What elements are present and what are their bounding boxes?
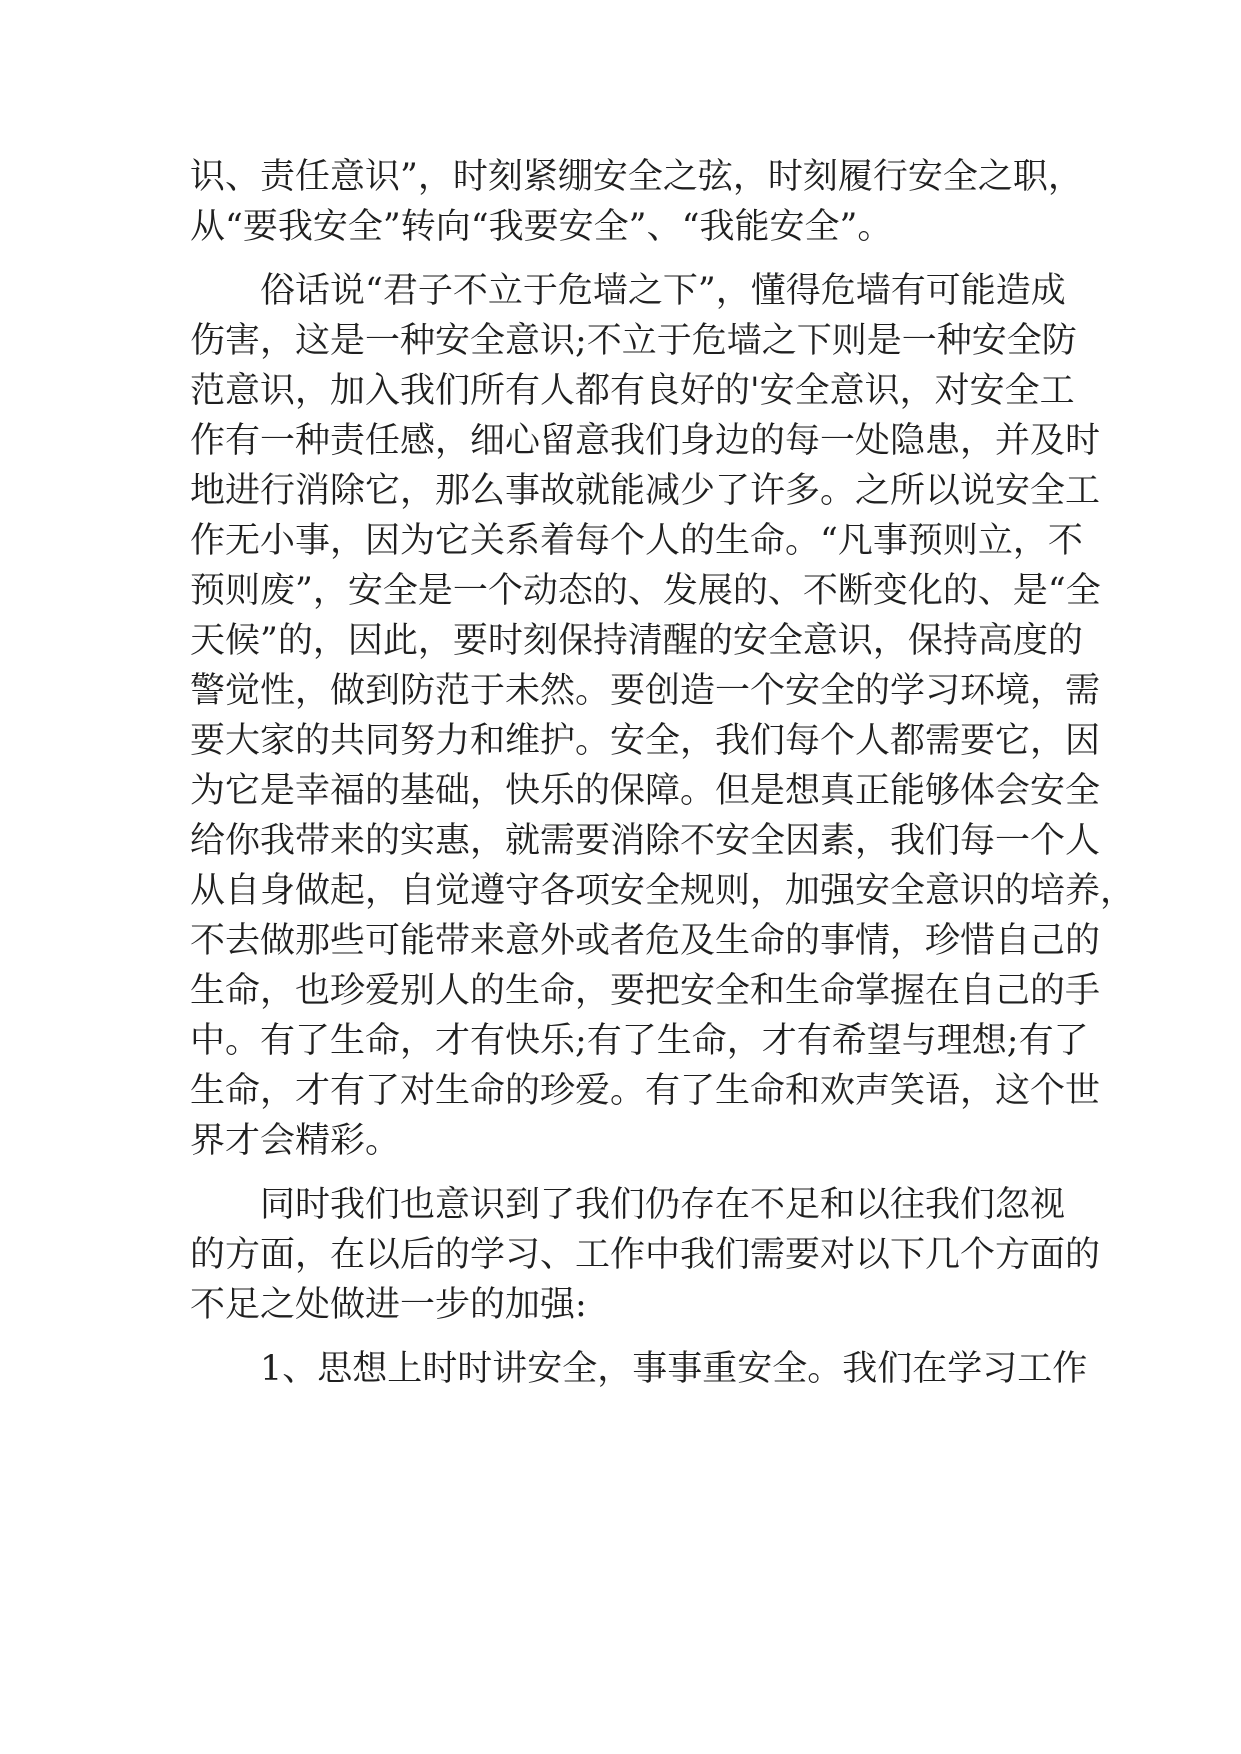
text-line: 天候”的，因此，要时刻保持清醒的安全意识，保持高度的	[190, 621, 1083, 661]
text-line: 界才会精彩。	[190, 1121, 401, 1161]
document-body	[190, 152, 1136, 1394]
text-line: 不足之处做进一步的加强:	[190, 1285, 587, 1325]
text-line: 预则废”，安全是一个动态的、发展的、不断变化的、是“全	[190, 571, 1101, 611]
text-line: 地进行消除它，那么事故就能减少了许多。之所以说安全工	[190, 471, 1101, 511]
text-line: 作有一种责任感，细心留意我们身边的每一处隐患，并及时	[190, 421, 1101, 461]
paragraph-first-line: 同时我们也意识到了我们仍存在不足和以往我们忽视	[260, 1185, 1066, 1225]
text-line: 伤害，这是一种安全意识;不立于危墙之下则是一种安全防	[190, 321, 1077, 361]
text-line: 要大家的共同努力和维护。安全，我们每个人都需要它，因	[190, 721, 1101, 761]
text-line: 给你我带来的实惠，就需要消除不安全因素，我们每一个人	[190, 821, 1101, 861]
paragraph-first-line: 俗话说“君子不立于危墙之下”，懂得危墙有可能造成	[260, 271, 1066, 311]
text-line: 从自身做起，自觉遵守各项安全规则，加强安全意识的培养，	[190, 871, 1136, 911]
text-line: 中。有了生命，才有快乐;有了生命，才有希望与理想;有了	[190, 1021, 1089, 1061]
text-line: 警觉性，做到防范于未然。要创造一个安全的学习环境，需	[190, 671, 1101, 711]
text-line: 从“要我安全”转向“我要安全”、“我能安全”。	[190, 207, 893, 247]
list-item-first-line: 1、思想上时时讲安全，事事重安全。我们在学习工作	[260, 1349, 1088, 1389]
text-line: 的方面，在以后的学习、工作中我们需要对以下几个方面的	[190, 1235, 1101, 1275]
text-line: 为它是幸福的基础，快乐的保障。但是想真正能够体会安全	[190, 771, 1101, 811]
text-line: 生命，也珍爱别人的生命，要把安全和生命掌握在自己的手	[190, 971, 1101, 1011]
text-line: 识、责任意识”，时刻紧绷安全之弦，时刻履行安全之职，	[190, 157, 1083, 197]
text-line: 范意识，加入我们所有人都有良好的'安全意识，对安全工	[190, 371, 1075, 411]
text-line: 生命，才有了对生命的珍爱。有了生命和欢声笑语，这个世	[190, 1071, 1101, 1111]
text-line: 不去做那些可能带来意外或者危及生命的事情，珍惜自己的	[190, 921, 1101, 961]
text-line: 作无小事，因为它关系着每个人的生命。“凡事预则立，不	[190, 521, 1083, 561]
